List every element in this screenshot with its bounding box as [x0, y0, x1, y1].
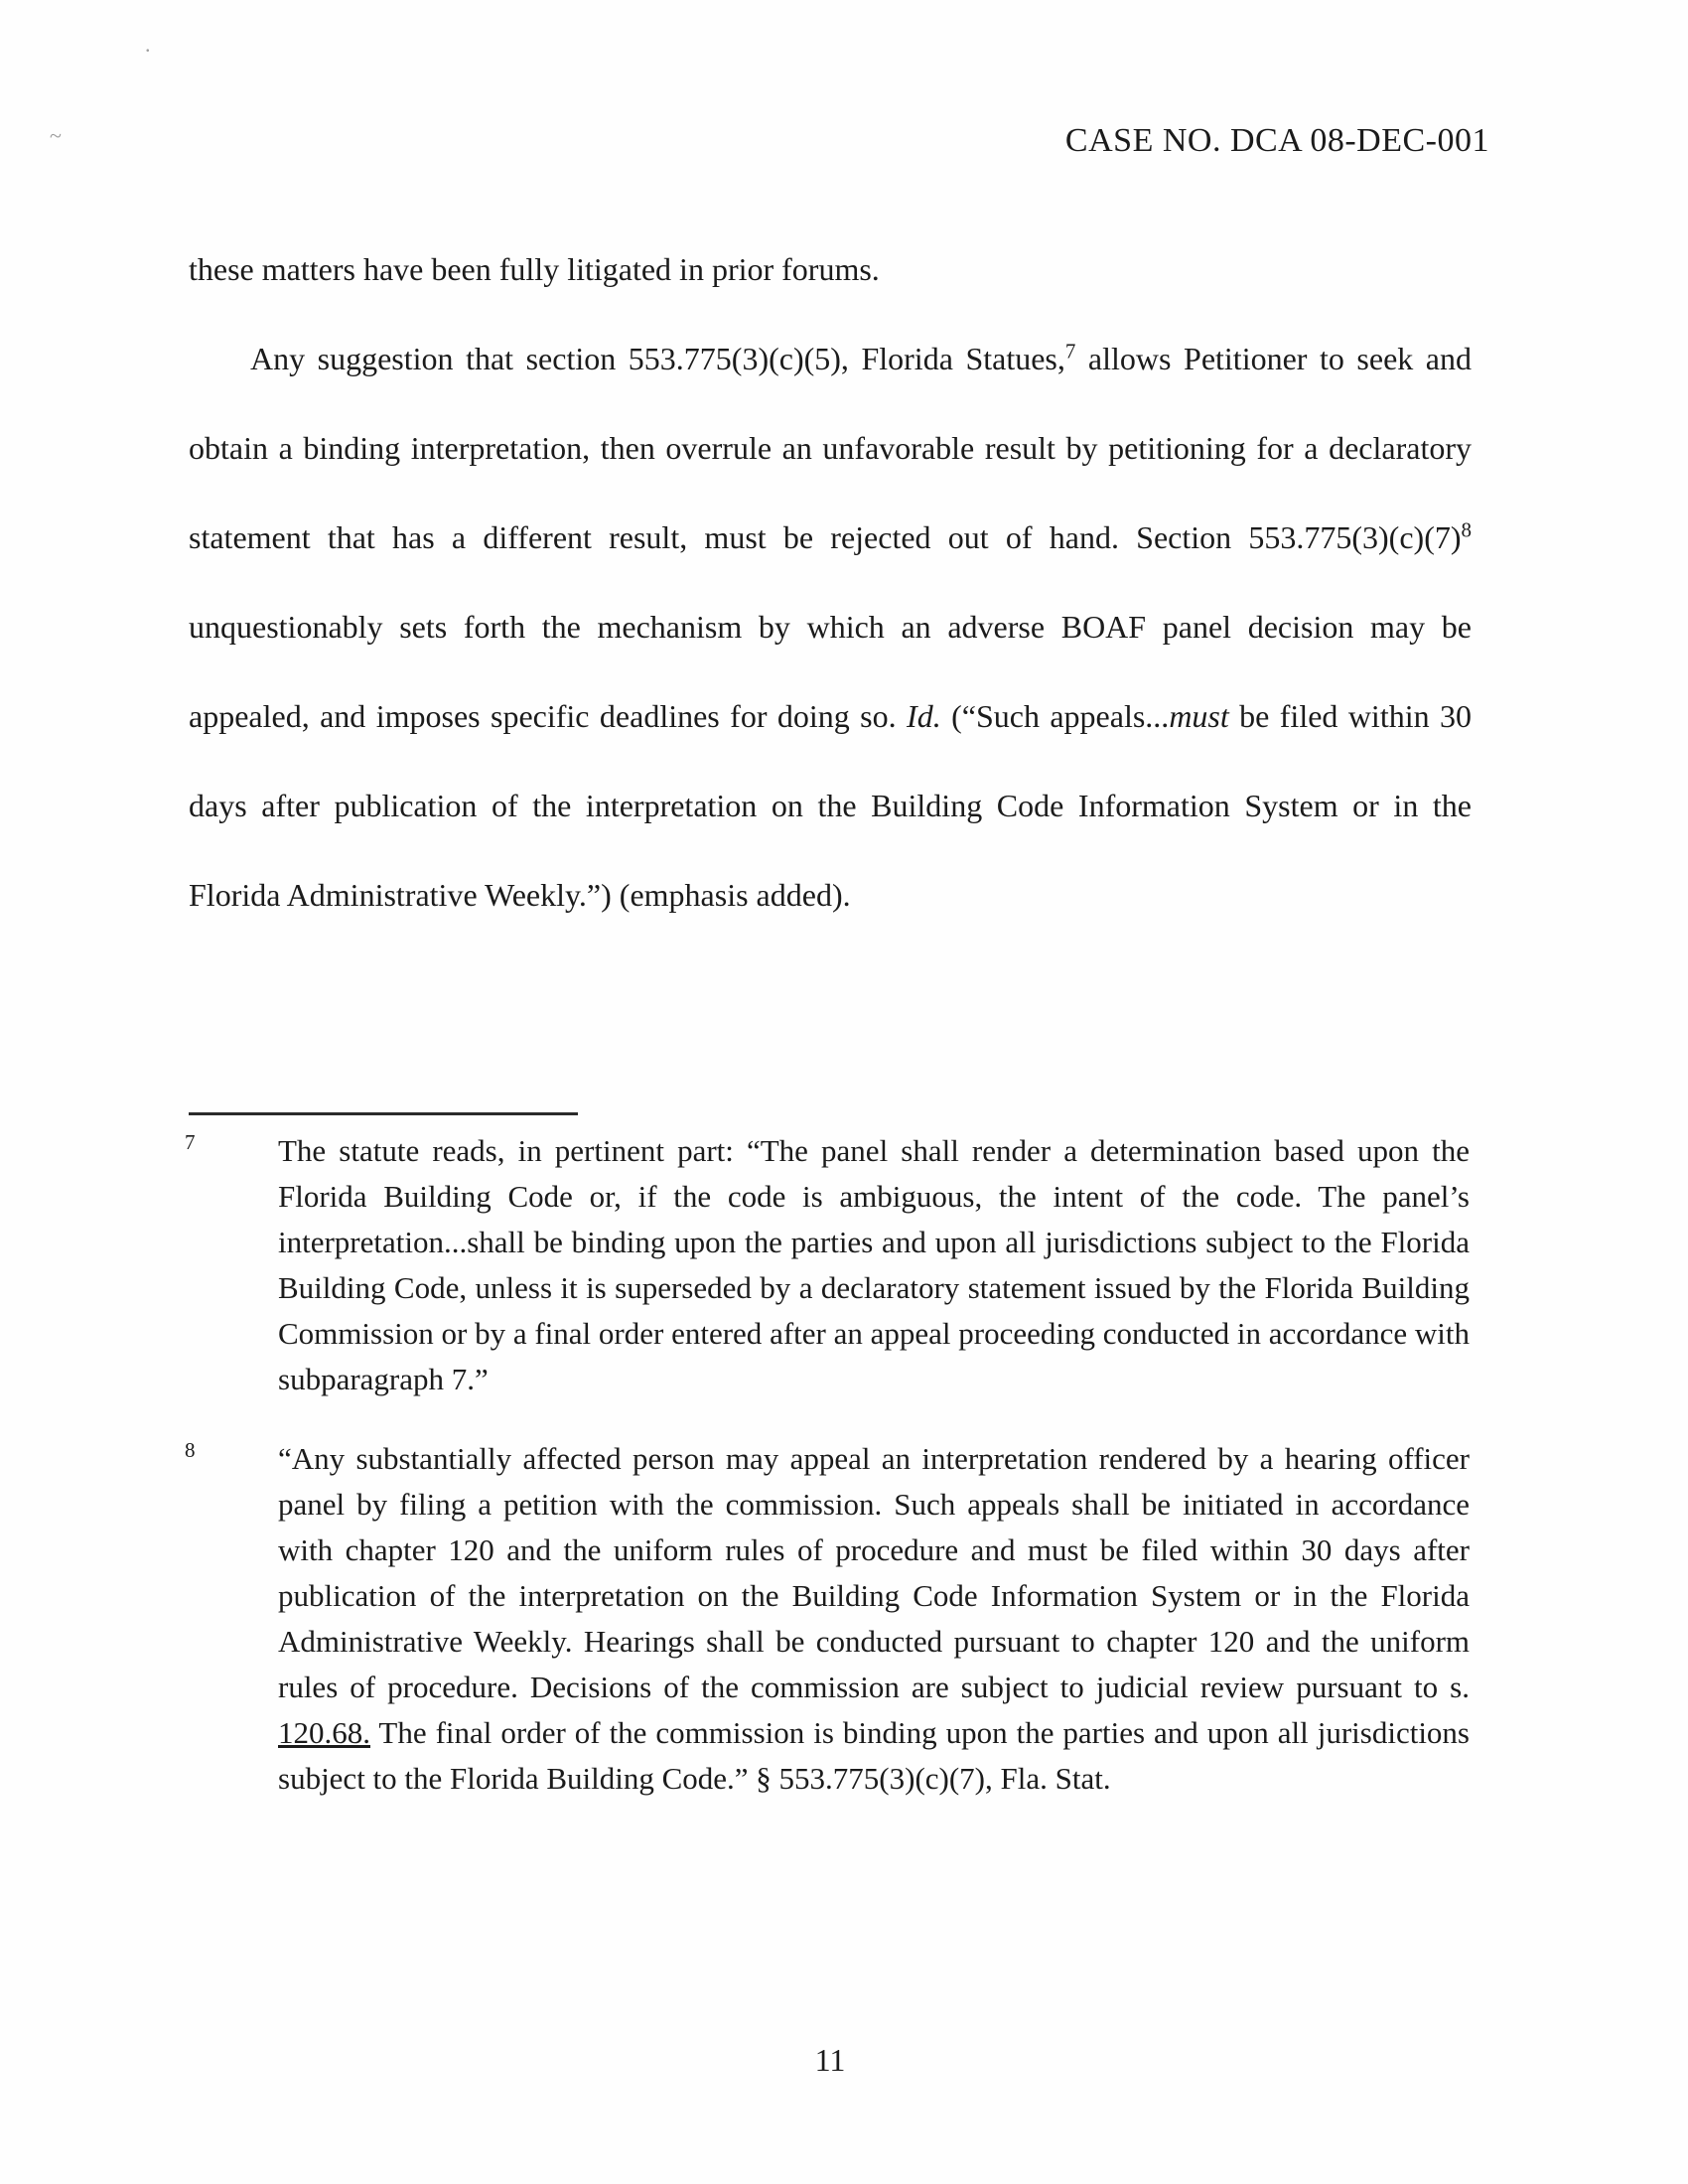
- emphasis-must-italic: must: [1169, 698, 1229, 734]
- footnotes-section: [185, 1128, 1470, 1802]
- footnote-separator: [189, 1112, 578, 1115]
- paragraph-2-text: be filed within 30 days after publication of the interpretation on the Building Code Information System or in the Florida Administrative Weekly.”) (emphasis added).: [189, 698, 1473, 913]
- footnote-8-text: [278, 1436, 1470, 1802]
- footnote-7: [185, 1128, 1470, 1402]
- footnote-7-text: The statute reads, in pertinent part: “The panel shall render a determination based upon the Florida Building Code or, if the code is ambiguous, the intent of the code. The panel’s interpretation...shall be binding upon the parties and upon all jurisdictions subject to the Florida Building Code, unless it is superseded by a declaratory statement issued by the Florida Building Commission or by a final order entered after an appeal proceeding conducted in accordance with subparagraph 7.”: [278, 1133, 1470, 1396]
- paragraph-2-text: unquestionably sets forth the mechanism by which an adverse BOAF panel decision may be appealed, and imposes specific deadlines for doing so.: [189, 609, 1472, 734]
- footnote-7-marker: 7: [185, 1130, 196, 1154]
- page-number: 11: [814, 2042, 846, 2078]
- paragraph-2: [189, 314, 1472, 940]
- paragraph-2-text: (“Such appeals...: [940, 698, 1170, 734]
- paragraph-2-text: Any suggestion that section 553.775(3)(c)(5), Florida Statues,: [250, 341, 1065, 376]
- footnote-8-marker: 8: [185, 1438, 196, 1462]
- footnote-8-text-part: “Any substantially affected person may appeal an interpretation rendered by a hearing officer panel by filing a petition with the commission. Such appeals shall be initiated in accordance with chapter 120 and the uniform rules of procedure and must be filed within 30 days after publication of the interpretation on the Building Code Information System or in the Florida Administrative Weekly. Hearings shall be conducted pursuant to chapter 120 and the uniform rules of procedure. Decisions of the commission are subject to judicial review pursuant to s.: [278, 1441, 1470, 1704]
- footnote-ref-8: 8: [1461, 517, 1472, 542]
- paragraph-1: [189, 224, 1472, 314]
- paragraph-2-text: allows Petitioner to seek and obtain a binding interpretation, then overrule an unfavorable result by petitioning for a declaratory statement that has a different result, must be rejected out of hand. Section 553.775(3)(c)(7): [189, 341, 1473, 555]
- citation-id-italic: Id.: [907, 698, 941, 734]
- paragraph-1-text: these matters have been fully litigated in prior forums.: [189, 251, 880, 287]
- footnote-8: [185, 1436, 1470, 1802]
- scan-artifact: .: [145, 32, 151, 57]
- case-number-header: CASE NO. DCA 08-DEC-001: [1064, 122, 1489, 159]
- footnote-ref-7: 7: [1064, 339, 1076, 364]
- body-text: [189, 224, 1472, 940]
- scan-artifact: ~: [50, 123, 62, 148]
- statute-cite-underlined: 120.68.: [278, 1715, 370, 1750]
- footnote-8-text-part: The final order of the commission is binding upon the parties and upon all jurisdictions subject to the Florida Building Code.” § 553.775(3)(c)(7), Fla. Stat.: [278, 1715, 1470, 1796]
